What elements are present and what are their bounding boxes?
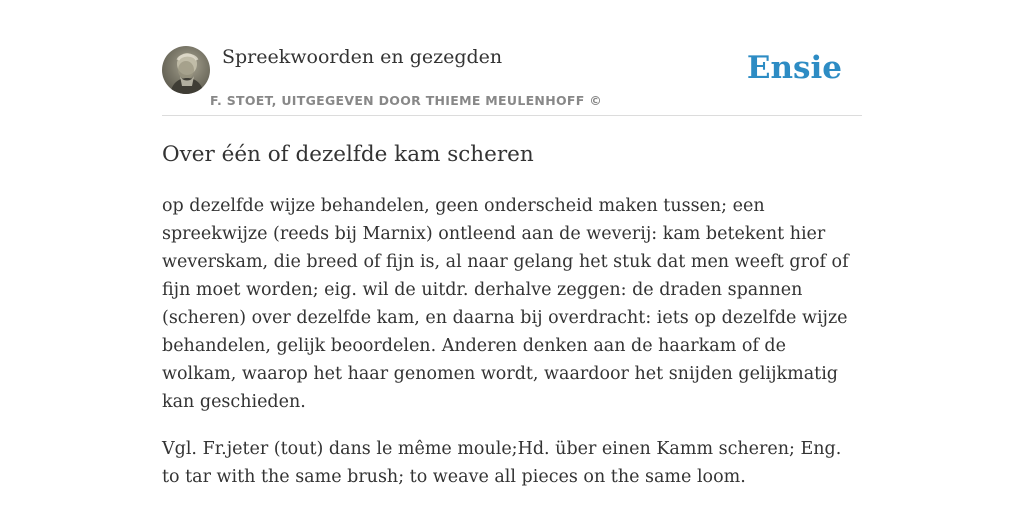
entry-card bbox=[162, 40, 862, 491]
source-header bbox=[162, 40, 862, 116]
definition-paragraph: op dezelfde wijze behandelen, geen onderscheid maken tussen; een spreekwijze (reeds bij Marnix) ontleend aan de weverij: kam betekent hier weverskam, die breed of fijn is, al naar gelang het stuk dat men weeft grof of fijn moet worden; eig. wil de uitdr. derhalve zeggen: de draden spannen (scheren) over dezelfde kam, en daarna bij overdracht: iets op dezelfde wijze behandelen, gelijk beoordelen. Anderen denken aan de haarkam of de wolkam, waarop het haar genomen wordt, waardoor het snijden gelijkmatig kan geschieden. bbox=[162, 196, 849, 412]
ensie-logo[interactable]: Ensie bbox=[746, 50, 842, 86]
comparison-paragraph: Vgl. Fr.jeter (tout) dans le même moule;Hd. über einen Kamm scheren; Eng. to tar with the same brush; to weave all pieces on the same loom. bbox=[162, 439, 842, 487]
author-portrait-icon[interactable] bbox=[162, 46, 210, 94]
source-title[interactable]: Spreekwoorden en gezegden bbox=[222, 46, 503, 68]
portrait-drawing bbox=[162, 46, 210, 94]
source-credit: F. STOET, UITGEGEVEN DOOR THIEME MEULENHOFF © bbox=[210, 93, 603, 108]
entry-title: Over één of dezelfde kam scheren bbox=[162, 142, 534, 167]
